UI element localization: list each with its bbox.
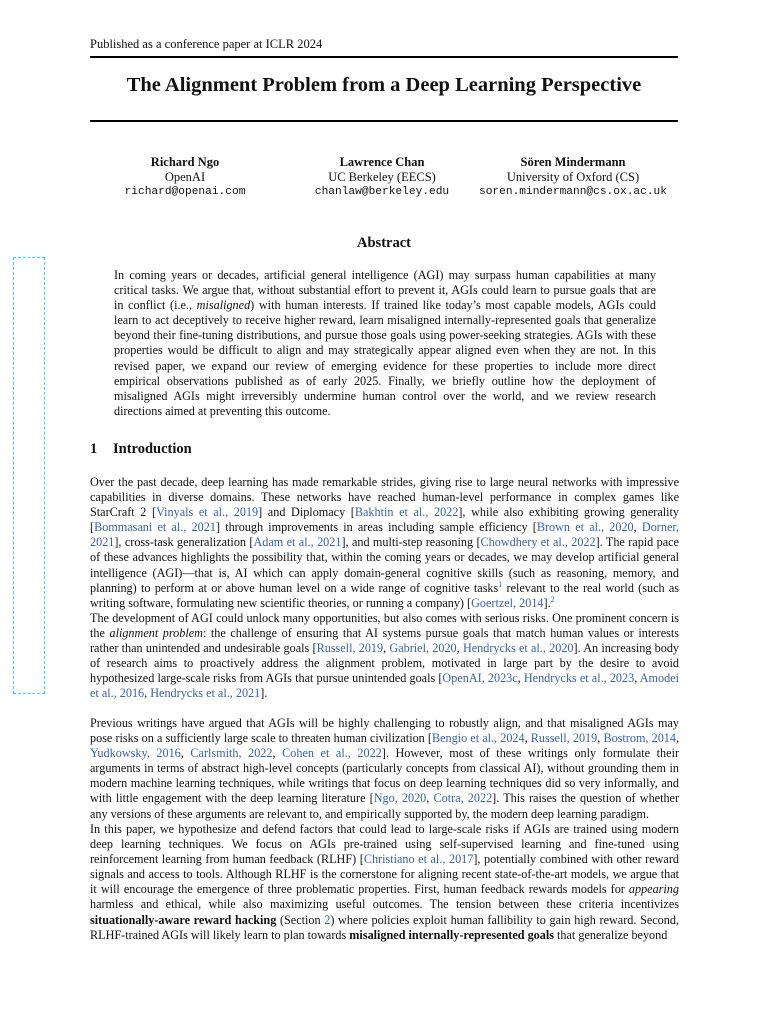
citation-link[interactable]: Bommasani et al., 2021	[94, 520, 216, 535]
text-run: ]. However, most of these writings only formulate their arguments in terms of abstract high-level concepts (particularly concepts from classical AI), without grounding them in modern machine learning techniques, while writings that focus on deep learning techniques did so very informally, and with little engagement with the deep learning literature [	[90, 746, 680, 806]
text-run: ].	[260, 686, 268, 701]
citation-link[interactable]: Bostrom, 2014	[603, 731, 676, 746]
paragraph-4	[90, 822, 679, 943]
citation-link[interactable]: Cohen et al., 2022	[282, 746, 382, 761]
text-run: ] through improvements in areas including sample efficiency [	[215, 520, 537, 535]
paragraph-2	[90, 611, 679, 702]
abstract-heading: Abstract	[357, 235, 411, 251]
section-heading	[90, 441, 192, 458]
key-term: situationally-aware reward hacking	[90, 912, 277, 927]
author-affiliation: University of Oxford (CS)	[506, 170, 640, 184]
text-run: ] and Diplomacy [	[258, 505, 355, 520]
citation-link[interactable]: Hendrycks et al., 2023	[523, 671, 635, 686]
citation-link[interactable]: Gabriel, 2020	[389, 641, 457, 656]
text-run: ], while also exhibiting growing generality [	[90, 505, 680, 535]
text-run: Previous writings have argued that AGIs will be highly challenging to robustly align, and that misaligned AGIs may pose risks on a sufficiently large scale to threaten human civilization [	[90, 716, 679, 746]
section-number: 1	[90, 441, 98, 457]
author-affiliation: OpenAI	[164, 170, 206, 184]
text-run: Over the past decade, deep learning has made remarkable strides, giving rise to large neural networks with impressive capabilities in diverse domains. These networks have reached human-level performance in complex games like StarCraft 2 [	[90, 475, 679, 520]
citation-link[interactable]: Yudkowsky, 2016	[90, 746, 181, 761]
section-title: Introduction	[113, 441, 192, 457]
citation-link[interactable]: Russell, 2019	[530, 731, 598, 746]
text-run: ].	[543, 595, 551, 610]
emphasis: appearing	[628, 882, 679, 897]
text-run: ) with human interests. If trained like today’s most capable models, AGIs could learn to act deceptively to receive higher reward, learn misaligned internally-represented goals that generalize beyond their fine-tuning distributions, and pursue those goals using power-seeking strategies. AGIs with these properties would be difficult to align and may strategically appear aligned even when they are not. In this revised paper, we expand our review of emerging evidence for these properties to include more direct empirical observations published as of early 2025. Finally, we briefly outline how the deployment of misaligned AGIs might irreversibly undermine human control over the world, and we review research directions aimed at preventing this outcome.	[114, 298, 657, 418]
text-run: ,	[675, 731, 680, 746]
citation-link[interactable]: Hendrycks et al., 2021	[150, 686, 261, 701]
citation-link[interactable]: Russell, 2019	[316, 641, 384, 656]
conference-header: Published as a conference paper at ICLR 2024	[90, 37, 323, 51]
citation-link[interactable]: Brown et al., 2020	[536, 520, 634, 535]
text-run: harmless and ethical, while also maximizing useful outcomes. The tension between these criteria incentivizes	[90, 897, 679, 912]
citation-link[interactable]: OpenAI, 2023c	[442, 671, 518, 686]
citation-link[interactable]: Adam et al., 2021	[253, 535, 342, 550]
text-run: ,	[524, 731, 531, 746]
text-run: ,	[456, 641, 463, 656]
dashed-margin-box	[13, 257, 45, 694]
text-run: (Section	[276, 912, 325, 927]
citation-link[interactable]: Hendrycks et al., 2020	[462, 641, 574, 656]
citation-link[interactable]: Cotra, 2022	[433, 791, 493, 806]
author-affiliation: UC Berkeley (EECS)	[328, 170, 436, 184]
author-3	[468, 155, 678, 200]
paragraph-1	[90, 475, 679, 611]
author-2	[277, 155, 487, 200]
text-run: In this paper, we hypothesize and defend factors that could lead to large-scale risks if AGIs are trained using modern deep learning techniques. We focus on AGIs pre-trained using self-supervised learning and fine-tuned using reinforcement learning from human feedback (RLHF) [	[90, 822, 679, 867]
section-link[interactable]: 2	[324, 912, 331, 927]
citation-link[interactable]: Bengio et al., 2024	[431, 731, 525, 746]
author-email: chanlaw@berkeley.edu	[314, 186, 450, 198]
author-name: Sören Mindermann	[520, 155, 626, 169]
text-run: ,	[517, 671, 524, 686]
abstract-text	[114, 268, 656, 419]
emphasis: alignment problem	[109, 626, 203, 641]
citation-link[interactable]: Christiano et al., 2017	[363, 852, 474, 867]
citation-link[interactable]: Amodei et al., 2016	[90, 671, 679, 701]
text-run: The development of AGI could unlock many opportunities, but also comes with serious risks. One prominent concern is the	[90, 611, 679, 641]
text-run: ,	[180, 746, 191, 761]
text-run: ,	[633, 520, 642, 535]
citation-link[interactable]: Vinyals et al., 2019	[156, 505, 259, 520]
text-run: ], and multi-step reasoning [	[341, 535, 481, 550]
text-run: ,	[426, 791, 434, 806]
author-name: Richard Ngo	[150, 155, 220, 169]
text-run: ,	[634, 671, 640, 686]
citation-link[interactable]: Bakhtin et al., 2022	[354, 505, 459, 520]
text-run: In coming years or decades, artificial general intelligence (AGI) may surpass human capabilities at many critical tasks. We argue that, without substantial effort to prevent it, AGIs could learn to pursue goals that are in conflict (i.e.,	[114, 268, 656, 313]
text-run: ], potentially combined with other reward signals and access to tools. Although RLHF is the cornerstone for aligning recent state-of-the-art models, we argue that it will encourage the emergence of three problematic properties. First, human feedback rewards models for	[90, 852, 679, 897]
text-run: ,	[272, 746, 283, 761]
citation-link[interactable]: Ngo, 2020	[373, 791, 427, 806]
footnote-link[interactable]: 1	[498, 579, 503, 589]
text-run: ], cross-task generalization [	[114, 535, 254, 550]
text-run: ) where policies exploit human fallibility to gain high reward. Second, RLHF-trained AGIs will likely learn to plan towards	[90, 912, 679, 942]
citation-link[interactable]: Dorner, 2021	[90, 520, 679, 550]
text-run: ,	[383, 641, 390, 656]
text-run: : the challenge of ensuring that AI systems pursue goals that match human values or interests rather than unintended and undesirable goals [	[90, 626, 679, 656]
paragraph-3	[90, 716, 679, 822]
footnote-link[interactable]: 2	[550, 594, 555, 604]
text-run: ]. The rapid pace of these advances highlights the possibility that, within the coming years or decades, we may develop artificial general intelligence (AGI)—that is, AI which can apply domain-general cognitive skills (such as reasoning, memory, and planning) to perform at or above human level on a wide range of cognitive tasks	[90, 535, 679, 595]
text-run: ]. An increasing body of research aims to proactively address the alignment problem, motivated in large part by the desire to avoid hypothesized large-scale risks from AGIs that pursue unintended goals [	[90, 641, 680, 686]
author-email: soren.mindermann@cs.ox.ac.uk	[479, 186, 667, 198]
title-rule-top	[90, 56, 678, 58]
text-run: ,	[144, 686, 151, 701]
author-1	[80, 155, 290, 200]
emphasis: misaligned	[196, 298, 251, 313]
text-run: ]. This raises the question of whether any versions of these arguments are relevant to, and empirically supported by, the modern deep learning paradigm.	[90, 791, 680, 821]
paper-title: The Alignment Problem from a Deep Learning Perspective	[126, 74, 642, 96]
key-term: misaligned internally-represented goals	[349, 927, 554, 942]
text-run: relevant to the real world (such as writing software, formulating new scientific theories, or running a company) [	[90, 580, 679, 610]
author-name: Lawrence Chan	[339, 155, 425, 169]
text-run: ,	[597, 731, 604, 746]
citation-link[interactable]: Chowdhery et al., 2022	[480, 535, 596, 550]
text-run: that generalize beyond	[553, 927, 668, 942]
title-rule-bottom	[90, 120, 678, 122]
citation-link[interactable]: Carlsmith, 2022	[190, 746, 273, 761]
author-email: richard@openai.com	[124, 186, 246, 198]
citation-link[interactable]: Goertzel, 2014	[471, 595, 544, 610]
